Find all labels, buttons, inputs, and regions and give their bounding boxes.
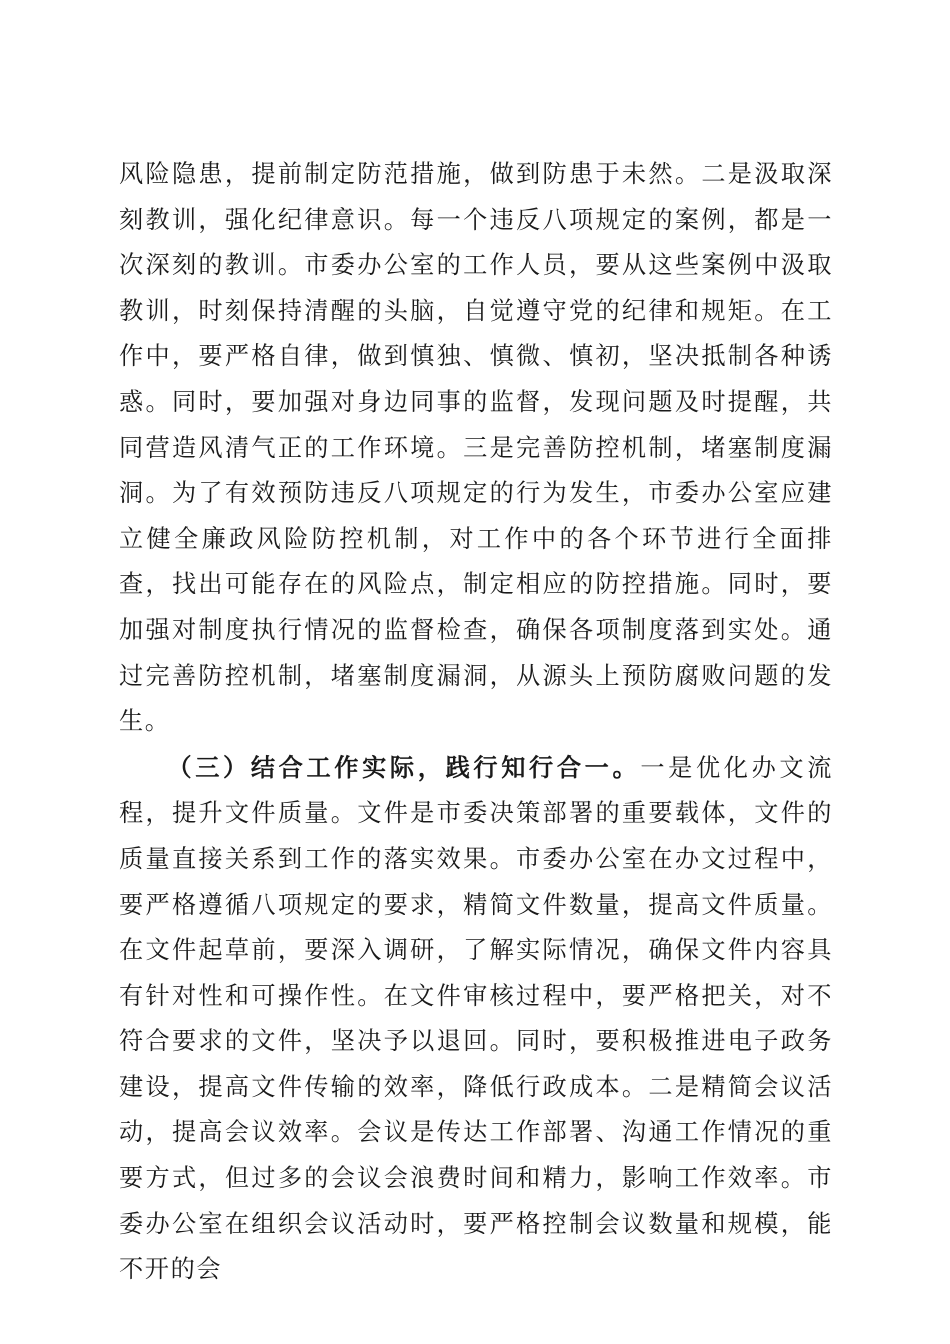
paragraph-text: 一是优化办文流程，提升文件质量。文件是市委决策部署的重要载体，文件的质量直接关系到工作的落实效果。市委办公室在办文过程中，要严格遵循八项规定的要求，精简文件数量，提高文件质量。在文件起草前，要深入调研，了解实际情况，确保文件内容具有针对性和可操作性。在文件审核过程中，要严格把关，对不符合要求的文件，坚决予以退回。同时，要积极推进电子政务建设，提高文件传输的效率，降低行政成本。二是精简会议活动，提高会议效率。会议是传达工作部署、沟通工作情况的重要方式，但过多的会议会浪费时间和精力，影响工作效率。市委办公室在组织会议活动时，要严格控制会议数量和规模，能不开的会: [119, 753, 834, 1284]
paragraph-section-three: [119, 745, 833, 1293]
document-body: [119, 152, 833, 1293]
section-heading: （三）结合工作实际，践行知行合一。: [167, 752, 641, 782]
paragraph-text: 风险隐患，提前制定防范措施，做到防患于未然。二是汲取深刻教训，强化纪律意识。每一个违反八项规定的案例，都是一次深刻的教训。市委办公室的工作人员，要从这些案例中汲取教训，时刻保持清醒的头脑，自觉遵守党的纪律和规矩。在工作中，要严格自律，做到慎独、慎微、慎初，坚决抵制各种诱惑。同时，要加强对身边同事的监督，发现问题及时提醒，共同营造风清气正的工作环境。三是完善防控机制，堵塞制度漏洞。为了有效预防违反八项规定的行为发生，市委办公室应建立健全廉政风险防控机制，对工作中的各个环节进行全面排查，找出可能存在的风险点，制定相应的防控措施。同时，要加强对制度执行情况的监督检查，确保各项制度落到实处。通过完善防控机制，堵塞制度漏洞，从源头上预防腐败问题的发生。: [119, 160, 833, 736]
paragraph-continuation: [119, 152, 833, 745]
